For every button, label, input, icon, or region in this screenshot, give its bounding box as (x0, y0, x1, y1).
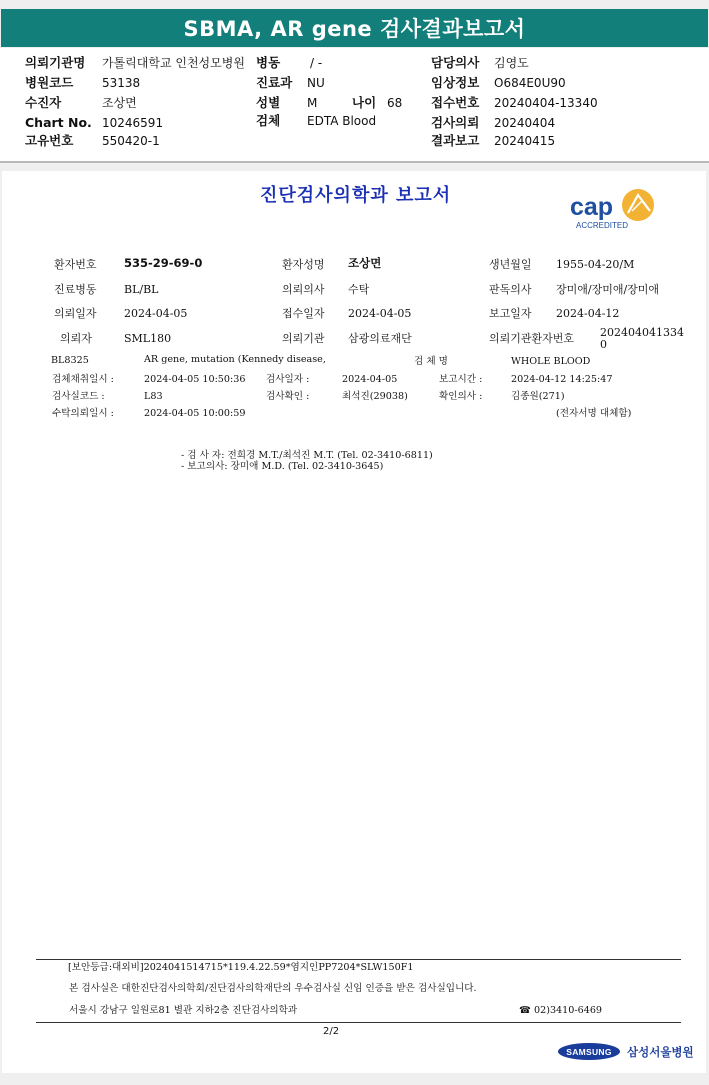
patient-no-label: 환자번호 (54, 258, 97, 271)
req-date-value: 2024-04-05 (124, 307, 188, 320)
header-info-panel (0, 48, 709, 163)
patient-value: 조상면 (102, 96, 137, 110)
req-doctor-value: 수탁 (348, 283, 370, 296)
footer-divider-top (36, 959, 681, 960)
lab-code-value: L83 (144, 391, 163, 402)
receipt-no-label: 접수번호 (431, 95, 480, 110)
specimen-name-value: WHOLE BLOOD (511, 356, 591, 367)
req-person-value: SML180 (124, 332, 172, 345)
tester-line: - 검 사 자: 전희경 M.T./최석진 M.T. (Tel. 02-3410-6811) (181, 450, 433, 461)
age-label: 나이 (352, 95, 377, 110)
certification-line: 본 검사실은 대한진단검사의학회/진단검사의학재단의 우수검사실 신임 인증을 받은 검사실입니다. (69, 983, 477, 994)
collect-label: 검체채취일시 : (52, 374, 114, 385)
sex-value: M (307, 96, 318, 110)
birth-label: 생년월일 (489, 258, 532, 271)
receipt-date-label: 접수일자 (282, 307, 325, 320)
unique-no-value: 550420-1 (102, 134, 160, 148)
lab-code-label: 검사실코드 : (52, 391, 105, 402)
esign-note: (전자서명 대체함) (556, 408, 632, 419)
ward-label: 병동 (256, 55, 281, 70)
req-inst-label: 의뢰기관 (282, 332, 325, 345)
dept-value: NU (307, 76, 325, 90)
req-inst-patient-label: 의뢰기관환자번호 (489, 332, 575, 345)
cap-text: cap (570, 193, 614, 221)
hospital-name: 삼성서울병원 (627, 1045, 694, 1059)
patient-label: 수진자 (25, 95, 62, 110)
test-date-value: 2024-04-05 (342, 374, 398, 385)
patient-name-value: 조상면 (348, 256, 382, 270)
collect-value: 2024-04-05 10:50:36 (144, 374, 246, 385)
report-date-label: 보고일자 (489, 307, 532, 320)
age-value: 68 (387, 96, 403, 110)
receipt-no-value: 20240404-13340 (494, 96, 598, 110)
doctor-label: 담당의사 (431, 55, 480, 70)
specimen-name-label: 검 체 명 (414, 356, 448, 367)
consign-value: 2024-04-05 10:00:59 (144, 408, 246, 419)
specimen-value: EDTA Blood (307, 114, 377, 128)
test-code: BL8325 (51, 355, 89, 366)
footer-divider-bottom (36, 1022, 681, 1023)
request-value: 20240404 (494, 116, 556, 130)
clinical-info-label: 임상정보 (431, 75, 480, 90)
page-number: 2/2 (323, 1026, 340, 1037)
req-inst-patient-value-1: 202404041334 (600, 326, 684, 339)
result-report-value: 20240415 (494, 134, 556, 148)
req-inst-patient-value-2: 0 (600, 338, 607, 351)
req-inst-value: 삼광의료재단 (348, 332, 412, 345)
reader-value: 장미애/장미애/장미애 (556, 283, 660, 296)
cap-accredited-logo (568, 185, 660, 233)
report-title-bar (1, 9, 708, 47)
lab-phone: ☎ 02)3410-6469 (519, 1005, 603, 1016)
result-report-label: 결과보고 (431, 133, 480, 148)
birth-value: 1955-04-20/M (556, 258, 635, 271)
report-paper (2, 171, 706, 1073)
request-label: 검사의뢰 (431, 115, 480, 130)
dept-label: 진료과 (256, 75, 293, 90)
confirm-doctor-value: 김종원(271) (511, 391, 565, 402)
unique-no-label: 고유번호 (25, 133, 74, 148)
ward-detail-label: 진료병동 (54, 283, 97, 296)
reader-label: 판독의사 (489, 283, 532, 296)
specimen-label: 검체 (256, 113, 281, 128)
lab-address: 서울시 강남구 일원로81 별관 지하2층 진단검사의학과 (69, 1005, 298, 1016)
confirm-doctor-label: 확인의사 : (439, 391, 483, 402)
doctor-value: 김영도 (494, 56, 529, 70)
patient-no-value: 535-29-69-0 (124, 256, 203, 270)
institution-label: 의뢰기관명 (25, 55, 86, 70)
hospital-code-value: 53138 (102, 76, 141, 90)
samsung-logo (558, 1043, 620, 1060)
ward-detail-value: BL/BL (124, 283, 159, 296)
chart-no-value: 10246591 (102, 116, 164, 130)
samsung-logo-text: SAMSUNG (566, 1046, 612, 1057)
institution-value: 가톨릭대학교 인천성모병원 (102, 56, 245, 70)
clinical-info-value: O684E0U90 (494, 76, 566, 90)
patient-name-label: 환자성명 (282, 258, 325, 271)
report-date-value: 2024-04-12 (556, 307, 620, 320)
report-main-title: SBMA, AR gene 검사결과보고서 (183, 17, 526, 41)
report-time-label: 보고시간 : (439, 374, 483, 385)
receipt-date-value: 2024-04-05 (348, 307, 412, 320)
req-date-label: 의뢰일자 (54, 307, 97, 320)
test-confirm-label: 검사확인 : (266, 391, 310, 402)
test-name: AR gene, mutation (Kennedy disease, (144, 354, 326, 365)
req-doctor-label: 의뢰의사 (282, 283, 325, 296)
req-person-label: 의뢰자 (60, 332, 92, 345)
test-confirm-value: 최석진(29038) (342, 391, 408, 402)
consign-label: 수탁의뢰일시 : (52, 408, 114, 419)
sex-label: 성별 (256, 95, 281, 110)
cap-accredited-text: ACCREDITED (576, 221, 629, 230)
report-time-value: 2024-04-12 14:25:47 (511, 374, 613, 385)
chart-no-label: Chart No. (25, 115, 92, 130)
report-doctor-line: - 보고의사: 장미애 M.D. (Tel. 02-3410-3645) (181, 461, 384, 472)
security-line: [보안등급:대외비]2024041514715*119.4.22.59*염지인PP7204*SLW150F1 (68, 962, 414, 973)
ward-value: / - (310, 56, 323, 70)
hospital-code-label: 병원코드 (25, 75, 74, 90)
lab-report-title: 진단검사의학과 보고서 (260, 185, 452, 206)
test-date-label: 검사일자 : (266, 374, 310, 385)
